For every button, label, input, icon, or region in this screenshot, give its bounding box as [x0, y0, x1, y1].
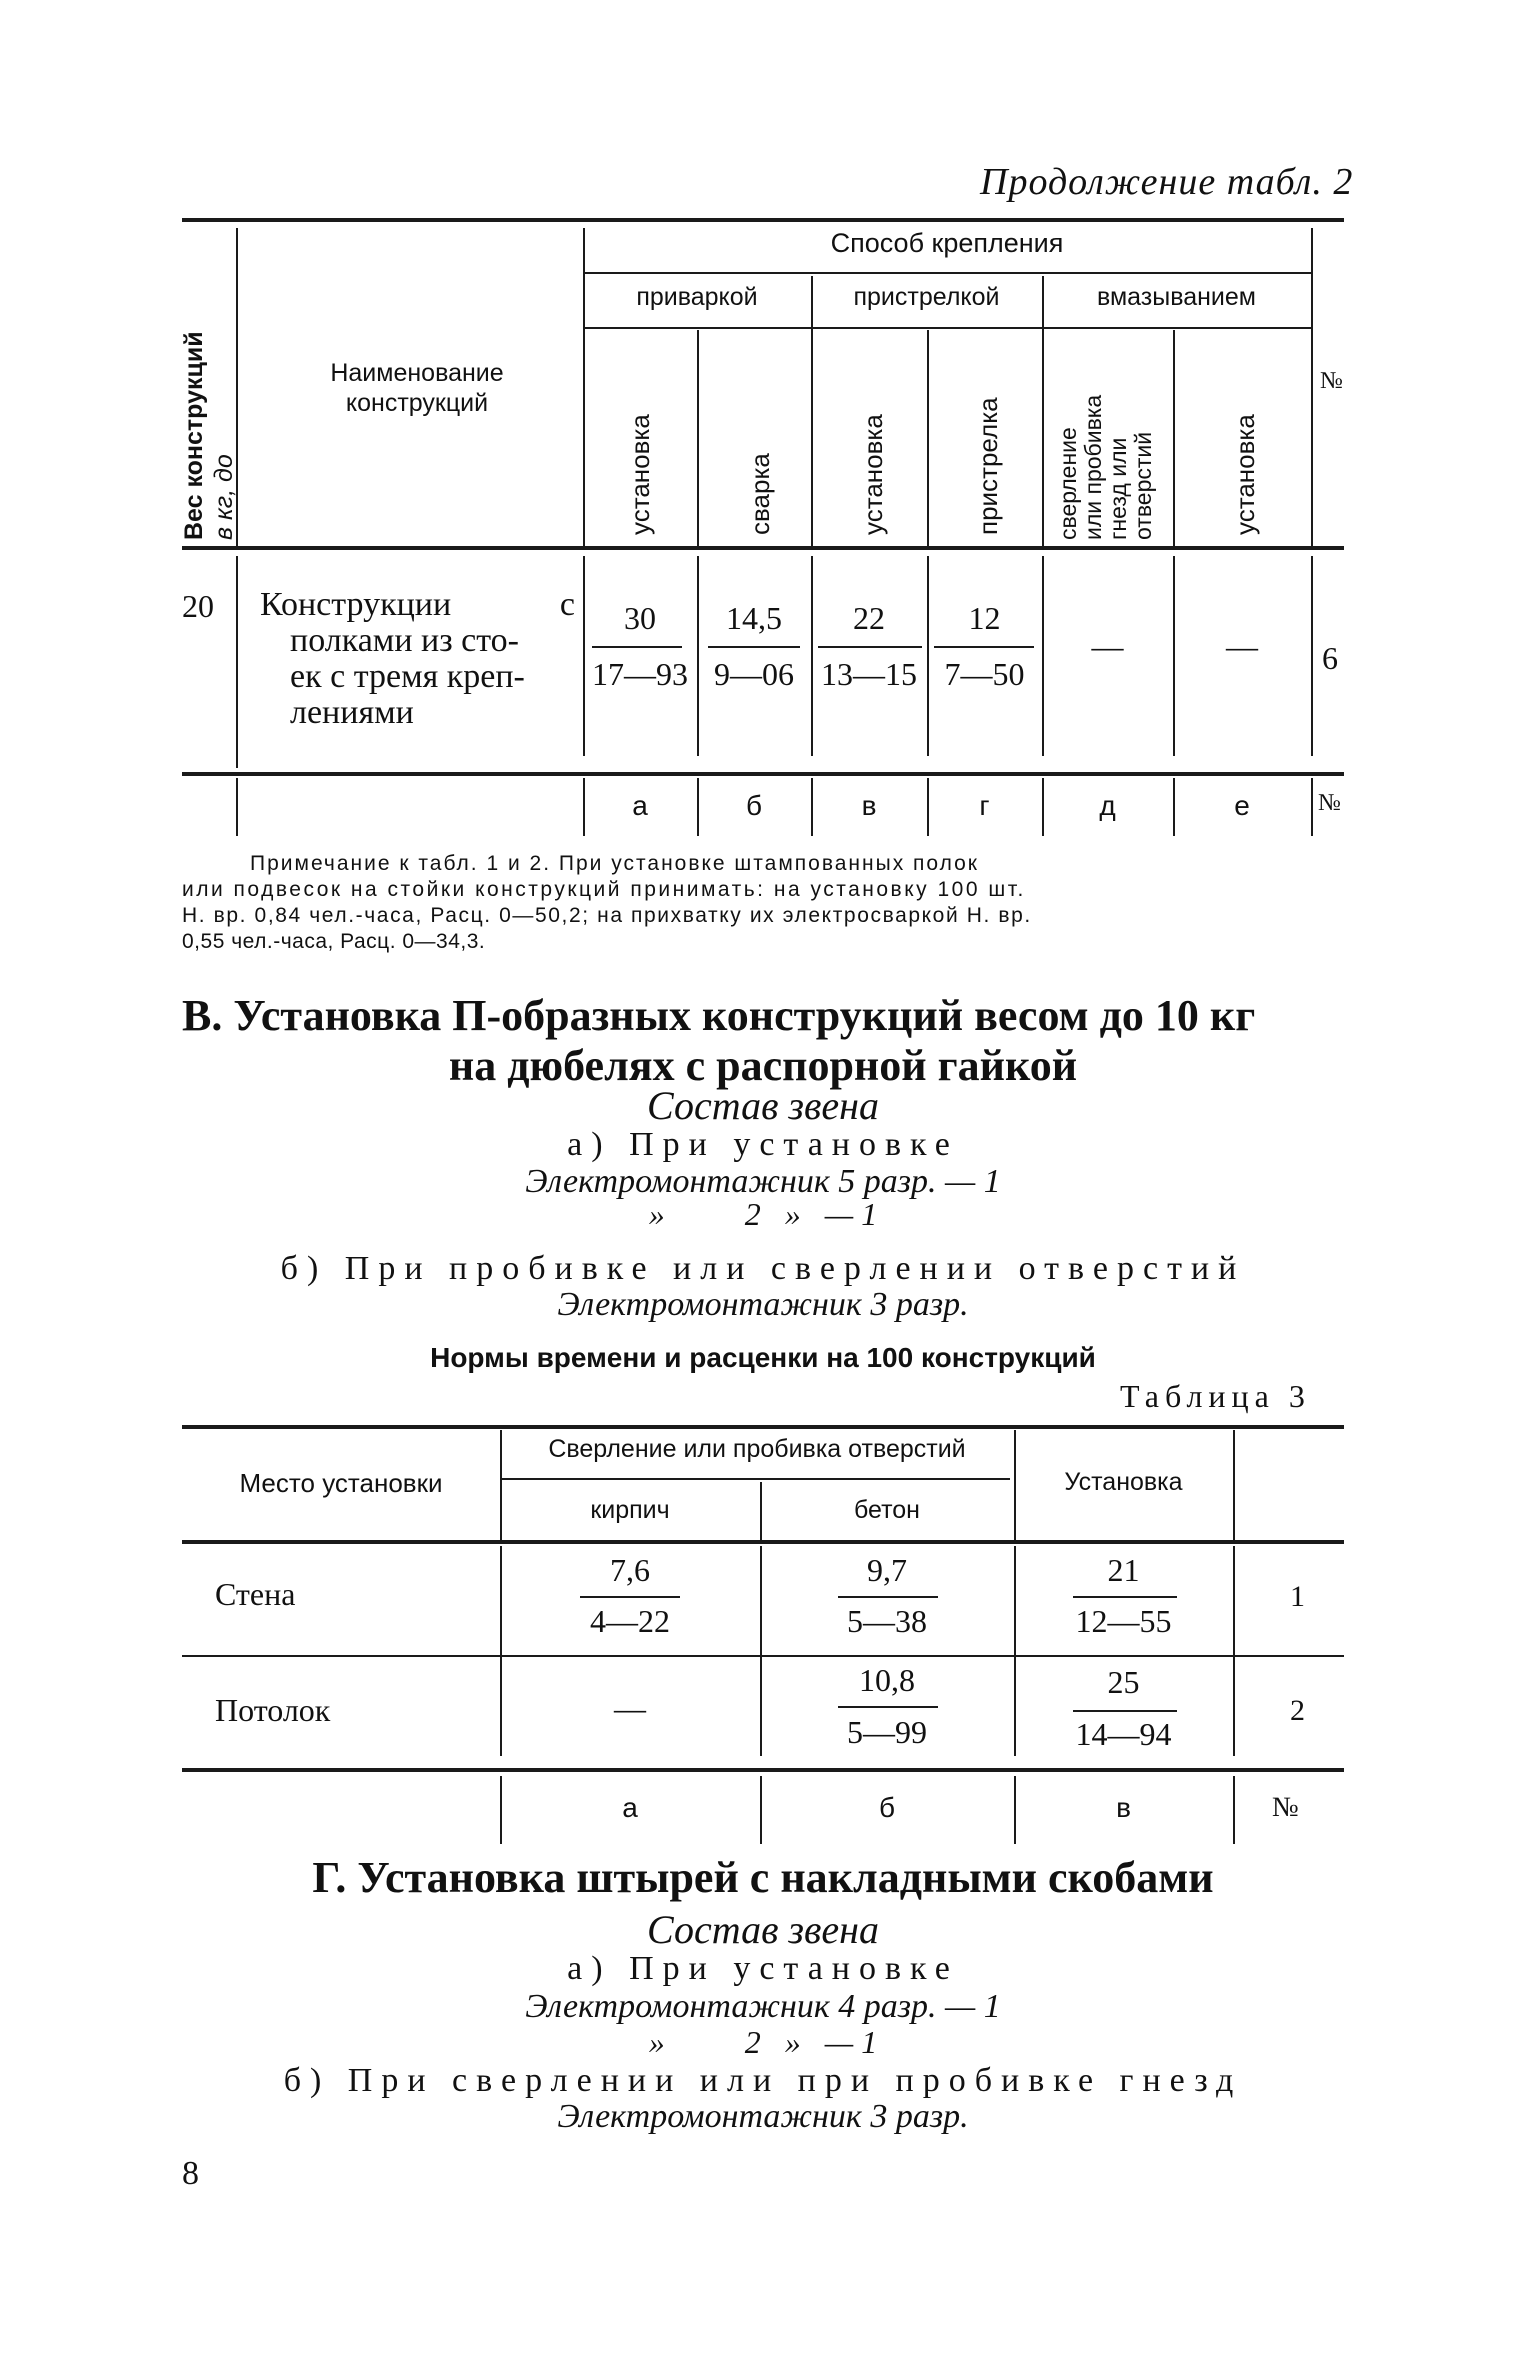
row-2-install-norm: 25 [1107, 1664, 1140, 1700]
t3-letter-a: а [622, 1792, 638, 1823]
row-1-concrete-norm: 9,7 [867, 1552, 907, 1588]
v2-norm: 14,5 [726, 600, 782, 636]
col-place-header: Место установки [239, 1468, 443, 1498]
section-v-a-label: а) При установке [567, 1126, 959, 1163]
v2-rate: 9—06 [714, 656, 794, 692]
section-v-a-worker-1: Электромонтажник 5 разр. — 1 [525, 1163, 1001, 1200]
v5-dash: — [1091, 628, 1124, 664]
group-title: Способ крепления [830, 228, 1064, 258]
section-g-b-label: б) При сверлении или при пробивке гнезд [283, 2062, 1243, 2099]
section-v-b-worker: Электромонтажник 3 разр. [557, 1286, 969, 1323]
section-v-b-label: б) При пробивке или сверлении отверстий [280, 1250, 1246, 1287]
row-name-line-1: Конструкции с [260, 586, 575, 623]
group-grouting: вмазыванием [1096, 283, 1256, 311]
section-v-sostav: Состав звена [646, 1083, 879, 1128]
section-g-a-worker-1: Электромонтажник 4 разр. — 1 [525, 1988, 1001, 2025]
group-welding: приваркой [636, 283, 758, 311]
col-concrete-header: бетон [854, 1496, 920, 1524]
subcol-install-2: установка [858, 414, 888, 535]
v4-norm: 12 [968, 600, 1001, 636]
group-shooting: пристрелкой [853, 283, 1000, 311]
row-2-no: 2 [1290, 1694, 1305, 1727]
row-1-no: 1 [1290, 1580, 1305, 1613]
subcol-drill-2: или пробивка [1080, 394, 1106, 540]
section-g-a-label: а) При установке [567, 1950, 959, 1987]
letter-d: д [1099, 790, 1116, 821]
section-g-a-worker-2: » 2 » — 1 [648, 2024, 878, 2060]
letter-g: г [979, 790, 990, 821]
section-v-title-2: на дюбелях с распорной гайкой [448, 1041, 1078, 1090]
row-2-place: Потолок [215, 1692, 331, 1728]
v1-rate: 17—93 [592, 656, 688, 692]
row-1-concrete-rate: 5—38 [847, 1603, 927, 1639]
note-line-2: или подвесок на стойки конструкций принимать: на установку 100 шт. [182, 878, 1026, 901]
note-line-3: Н. вр. 0,84 чел.-часа, Расц. 0—50,2; на прихватку их электросваркой Н. вр. [182, 904, 1032, 927]
subcol-install-3: установка [1230, 414, 1260, 535]
t3-letters-no: № [1272, 1792, 1299, 1823]
norms-title: Нормы времени и расценки на 100 конструкций [430, 1342, 1096, 1373]
subcol-drill-1: сверление [1055, 427, 1081, 540]
col-weight-unit: в кг, до [210, 454, 238, 540]
v6-dash: — [1226, 628, 1258, 664]
col-weight-header: Вес конструкций [180, 331, 208, 540]
subcol-drill-4: отверстий [1130, 431, 1156, 540]
row-1-install-rate: 12—55 [1075, 1603, 1172, 1639]
row-1-brick-rate: 4—22 [590, 1603, 670, 1639]
letter-a: а [632, 790, 648, 821]
row-weight: 20 [182, 588, 214, 624]
page-number: 8 [182, 2155, 199, 2192]
subcol-weld: сварка [745, 453, 775, 535]
t3-letter-v: в [1116, 1792, 1131, 1823]
row-no: 6 [1322, 640, 1338, 676]
subcol-drill-3: гнезд или [1105, 437, 1131, 540]
row-name-line-3: ек с тремя креп- [290, 658, 525, 695]
row-2-concrete-rate: 5—99 [847, 1714, 927, 1750]
subcol-install-1: установка [625, 414, 655, 535]
section-v-a-worker-2: » 2 » — 1 [648, 1196, 878, 1232]
subcol-shoot: пристрелка [973, 397, 1003, 535]
v4-rate: 7—50 [944, 656, 1025, 692]
section-g-b-worker: Электромонтажник 3 разр. [557, 2098, 969, 2135]
col-name-header: Наименование конструкций [330, 359, 504, 417]
row-2-concrete-norm: 10,8 [859, 1662, 915, 1698]
row-1-install-norm: 21 [1107, 1552, 1140, 1588]
v1-norm: 30 [624, 600, 656, 636]
col-install-header: Установка [1064, 1468, 1183, 1496]
col-brick-header: кирпич [590, 1496, 670, 1524]
table-3-label: Таблица 3 [1120, 1378, 1311, 1414]
row-2-install-rate: 14—94 [1075, 1716, 1172, 1752]
v3-rate: 13—15 [821, 656, 917, 692]
letter-v: в [861, 790, 877, 821]
row-2-brick-dash: — [614, 1690, 646, 1726]
row-name-line-2: полками из сто- [290, 622, 519, 659]
note-line-4: 0,55 чел.-часа, Расц. 0—34,3. [182, 930, 486, 953]
row-1-place: Стена [215, 1576, 296, 1612]
row-name-line-4: лениями [290, 694, 414, 731]
letter-b: б [745, 790, 763, 821]
col-drill-header: Сверление или пробивка отверстий [548, 1435, 966, 1463]
letter-e: е [1234, 790, 1250, 821]
continuation-label: Продолжение табл. 2 [980, 161, 1354, 203]
section-g-title: Г. Установка штырей с накладными скобами [312, 1853, 1214, 1902]
note-line-1: Примечание к табл. 1 и 2. При установке штампованных полок [250, 852, 979, 875]
t3-letter-b: б [878, 1792, 896, 1823]
col-no-header: № [1320, 368, 1343, 394]
section-g-sostav: Состав звена [646, 1907, 879, 1952]
v3-norm: 22 [853, 600, 885, 636]
row-1-brick-norm: 7,6 [610, 1552, 650, 1588]
section-v-title-1: В. Установка П-образных конструкций весом до 10 кг [182, 991, 1256, 1040]
letters-no: № [1318, 790, 1341, 816]
